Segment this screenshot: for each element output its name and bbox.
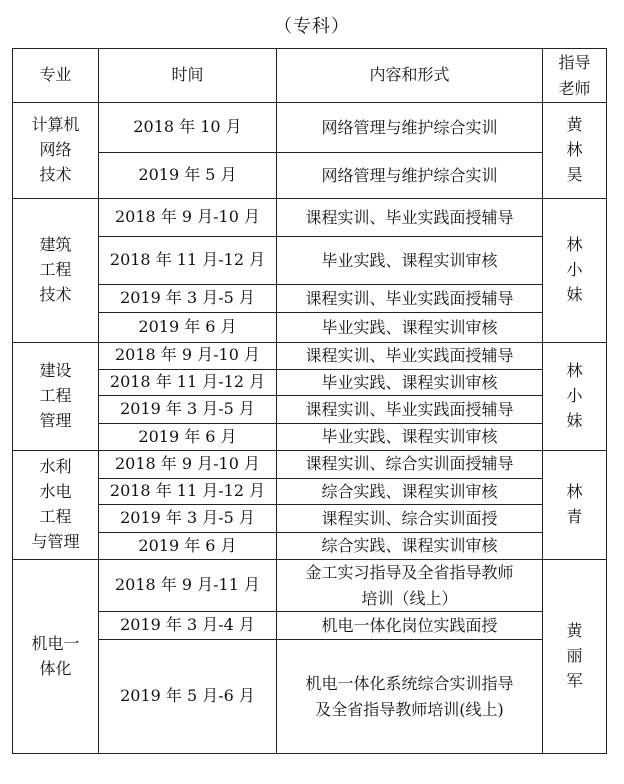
major-cell: 计算机 网络 技术 — [13, 103, 99, 199]
content-cell: 课程实训、毕业实践面授辅导 — [277, 343, 543, 370]
content-cell: 课程实训、毕业实践面授辅导 — [277, 199, 543, 237]
time-cell: 2018 年 11 月-12 月 — [99, 369, 277, 396]
header-row — [13, 49, 607, 103]
content-cell: 毕业实践、课程实训审核 — [277, 237, 543, 285]
time-cell: 2019 年 6 月 — [99, 313, 277, 343]
major-cell: 建设 工程 管理 — [13, 343, 99, 451]
time-cell: 2018 年 11 月-12 月 — [99, 237, 277, 285]
header-content: 内容和形式 — [277, 49, 543, 103]
time-cell: 2018 年 11 月-12 月 — [99, 478, 277, 505]
time-cell: 2019 年 3 月-5 月 — [99, 396, 277, 424]
header-major: 专业 — [13, 49, 99, 103]
time-cell: 2018 年 9 月-10 月 — [99, 199, 277, 237]
content-cell: 课程实训、综合实训面授 — [277, 505, 543, 533]
content-cell: 课程实训、综合实训面授辅导 — [277, 450, 543, 478]
teacher-cell: 黄 丽 军 — [543, 559, 607, 753]
time-cell: 2018 年 9 月-10 月 — [99, 343, 277, 370]
time-cell: 2019 年 5 月 — [99, 153, 277, 199]
content-cell: 机电一体化系统综合实训指导 及全省指导教师培训(线上) — [277, 640, 543, 754]
table-row — [13, 505, 607, 533]
time-cell: 2019 年 3 月-5 月 — [99, 505, 277, 533]
major-cell: 水利 水电 工程 与管理 — [13, 450, 99, 559]
table-row — [13, 199, 607, 237]
header-time: 时间 — [99, 49, 277, 103]
table-row — [13, 237, 607, 285]
time-cell: 2018 年 10 月 — [99, 103, 277, 153]
time-cell: 2019 年 5 月-6 月 — [99, 640, 277, 754]
teacher-cell: 林 小 妹 — [543, 343, 607, 451]
content-cell: 金工实习指导及全省指导教师 培训（线上） — [277, 559, 543, 611]
page-title: （专科） — [274, 16, 350, 37]
table-row — [13, 103, 607, 153]
time-cell: 2019 年 3 月-5 月 — [99, 285, 277, 313]
teacher-cell: 林 青 — [543, 450, 607, 559]
table-row — [13, 343, 607, 370]
table-row — [13, 533, 607, 560]
table-row — [13, 313, 607, 343]
time-cell: 2019 年 3 月-4 月 — [99, 612, 277, 640]
content-cell: 网络管理与维护综合实训 — [277, 103, 543, 153]
header-teacher: 指导 老师 — [543, 49, 607, 103]
schedule-table — [12, 48, 607, 754]
table-row — [13, 559, 607, 611]
table-row — [13, 478, 607, 505]
content-cell: 综合实践、课程实训审核 — [277, 478, 543, 505]
content-cell: 综合实践、课程实训审核 — [277, 533, 543, 560]
time-cell: 2019 年 6 月 — [99, 424, 277, 451]
table-row — [13, 640, 607, 754]
time-cell: 2018 年 9 月-11 月 — [99, 559, 277, 611]
content-cell: 课程实训、毕业实践面授辅导 — [277, 396, 543, 424]
table-row — [13, 612, 607, 640]
content-cell: 毕业实践、课程实训审核 — [277, 424, 543, 451]
content-cell: 机电一体化岗位实践面授 — [277, 612, 543, 640]
table-row — [13, 450, 607, 478]
table-row — [13, 153, 607, 199]
table-row — [13, 369, 607, 396]
major-cell: 机电一 体化 — [13, 559, 99, 753]
table-row — [13, 424, 607, 451]
content-cell: 毕业实践、课程实训审核 — [277, 313, 543, 343]
content-cell: 课程实训、毕业实践面授辅导 — [277, 285, 543, 313]
content-cell: 毕业实践、课程实训审核 — [277, 369, 543, 396]
time-cell: 2018 年 9 月-10 月 — [99, 450, 277, 478]
table-row — [13, 285, 607, 313]
major-cell: 建筑 工程 技术 — [13, 199, 99, 343]
time-cell: 2019 年 6 月 — [99, 533, 277, 560]
teacher-cell: 林 小 妹 — [543, 199, 607, 343]
table-row — [13, 396, 607, 424]
content-cell: 网络管理与维护综合实训 — [277, 153, 543, 199]
teacher-cell: 黄 林 昊 — [543, 103, 607, 199]
